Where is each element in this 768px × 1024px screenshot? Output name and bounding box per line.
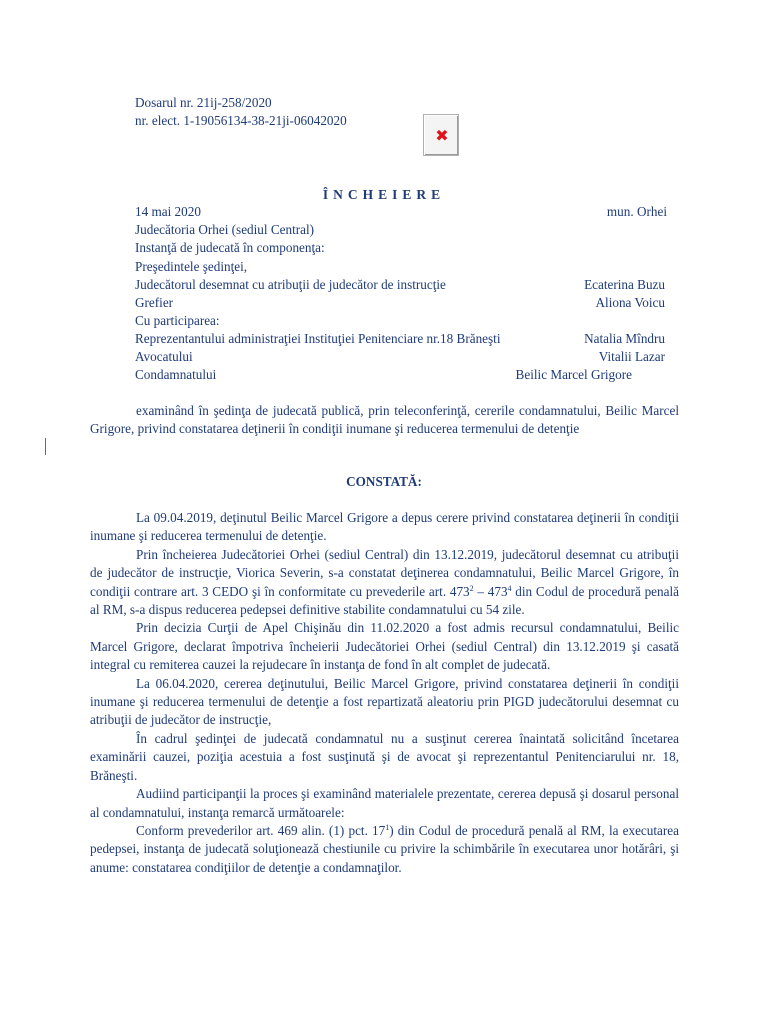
info-row-label: Grefier — [135, 295, 174, 310]
info-row-value: Vitalii Lazar — [598, 349, 665, 364]
intro-paragraph — [90, 402, 679, 439]
paragraph-6: Audiind participanţii la proces şi examinând materialele prezentate, cererea depusă şi dosarul personal al condamnatului, instanţa remarcă următoarele: — [90, 786, 679, 820]
paragraph-5: În cadrul şedinţei de judecată condamnatul nu a susţinut cererea înaintată solicitând încetarea examinării cauzei, poziţia acestuia a fost susţinută şi de avocat şi reprezentantul Penitenciarului nr. 18, Brăneşti. — [90, 730, 679, 783]
info-row-label: Judecătorul desemnat cu atribuţii de judecător de instrucţie — [135, 277, 446, 292]
info-row-label: Avocatului — [135, 349, 193, 364]
info-row — [135, 239, 665, 258]
info-row — [135, 330, 665, 349]
case-number: Dosarul nr. 21ij-258/2020 — [135, 95, 272, 110]
p7-sup: 1 — [385, 822, 390, 832]
section-title: CONSTATĂ: — [346, 474, 422, 489]
intro-text: examinând în şedinţa de judecată publică, prin teleconferinţă, cererile condamnatului, Beilic Marcel Grigore, privind constatarea deţinerii în condiţii inumane şi reducerea termenului de detenţie — [90, 403, 679, 437]
info-row — [135, 312, 665, 331]
paragraph-7 — [90, 822, 679, 877]
info-row-value: Beilic Marcel Grigore — [515, 367, 632, 382]
p2-part-c: din Codul de procedură penală al RM, s-a dispus reducerea pedepsei definitive stabilite condamnatului cu 54 zile. — [90, 583, 679, 618]
body-paragraphs — [90, 509, 679, 877]
p2-sup-1: 2 — [469, 583, 474, 593]
info-row — [135, 203, 665, 222]
info-row-label: Instanţă de judecată în componenţa: — [135, 240, 325, 255]
paragraph-3: Prin decizia Curţii de Apel Chişinău din 11.02.2020 a fost admis recursul condamnatului, Beilic Marcel Grigore, declarat împotriva încheierii Judecătoriei Orhei (sediul Central) din 13.12.2019 şi casată integral cu remiterea cauzei la rejudecare în instanţa de fond în alt complet de judecată. — [90, 620, 679, 673]
info-row — [135, 258, 665, 277]
electronic-number: nr. elect. 1-19056134-38-21ji-06042020 — [135, 113, 347, 128]
info-row — [135, 276, 665, 295]
text-cursor — [45, 438, 46, 455]
info-row — [135, 221, 665, 240]
info-row-value: Aliona Voicu — [595, 295, 665, 310]
red-x-icon: ✖ — [435, 126, 449, 145]
paragraph-2 — [90, 546, 679, 620]
p2-part-a: Prin încheierea Judecătoriei Orhei (sediul Central) din 13.12.2019, judecătorul desemnat cu atribuţii de judecător de instrucţie, Viorica Severin, s-a constatat deţinerea condamnatului, Beilic Marcel Grigore, în condiţii contrare art. 3 CEDO şi în conformitate cu prevederile art. 473 — [90, 546, 679, 599]
info-row — [135, 366, 665, 385]
p7-part-b: ) din Codul de procedură penală al RM, la executarea pedepsei, instanţa de judecată soluţionează chestiunile cu privire la schimbările în executarea unor hotărâri, şi anume: constatarea condiţiilor de detenţie a condamnaţilor. — [90, 822, 679, 875]
info-row-label: Cu participarea: — [135, 313, 220, 328]
p7-part-a: Conform prevederilor art. 469 alin. (1) pct. 17 — [136, 822, 386, 838]
info-row — [135, 348, 665, 367]
document-title: ÎNCHEIERE — [322, 187, 446, 202]
info-row-label: Reprezentantului administraţiei Instituţiei Penitenciare nr.18 Brăneşti — [135, 331, 501, 346]
broken-image-icon — [423, 114, 459, 156]
info-row-label: Condamnatului — [135, 367, 217, 382]
info-row-label: Preşedintele şedinţei, — [135, 259, 248, 274]
info-row-label: 14 mai 2020 — [135, 204, 201, 219]
info-row-value: mun. Orhei — [606, 204, 667, 219]
info-row-value: Ecaterina Buzu — [584, 277, 665, 292]
info-row-value: Natalia Mîndru — [584, 331, 665, 346]
p2-sup-2: 4 — [507, 583, 512, 593]
paragraph-4: La 06.04.2020, cererea deţinutului, Beilic Marcel Grigore, privind constatarea deţinerii în condiţii inumane şi reducerea termenului de detenţie a fost repartizată aleatoriu prin PIGD judecătorului desemnat cu atribuţii de judecător de instrucţie, — [90, 675, 679, 728]
info-row-label: Judecătoria Orhei (sediul Central) — [135, 222, 315, 237]
p2-part-b: – 473 — [473, 583, 508, 599]
info-row — [135, 294, 665, 313]
paragraph-1: La 09.04.2019, deţinutul Beilic Marcel Grigore a depus cerere privind constatarea deţinerii în condiţii inumane şi reducerea termenului de detenţie. — [90, 510, 679, 544]
